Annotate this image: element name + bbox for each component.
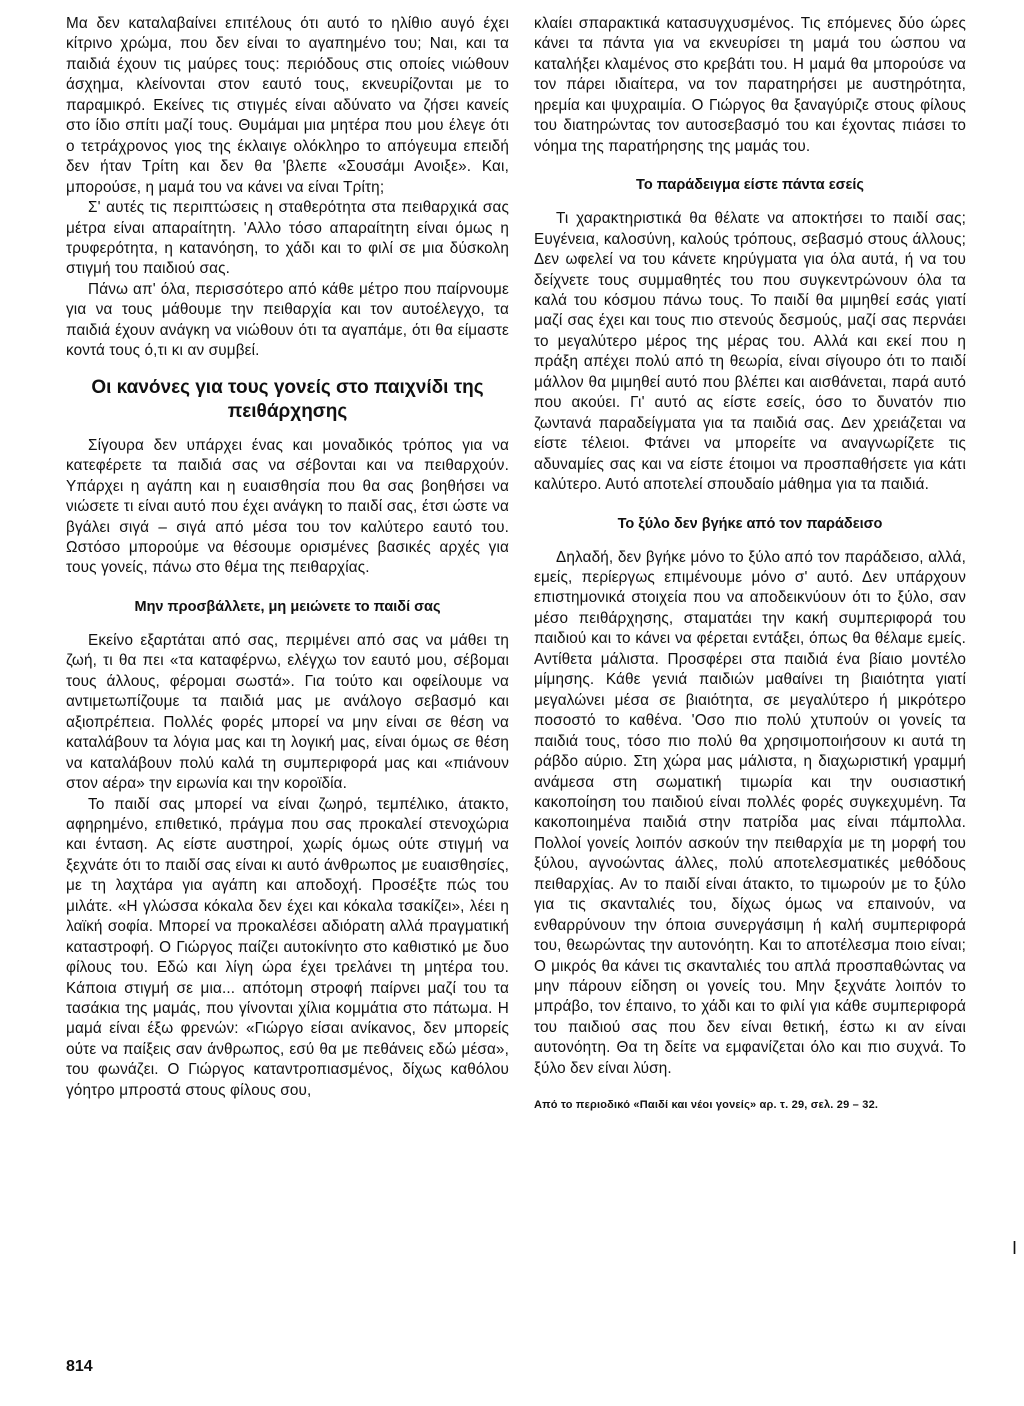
left-column (66, 14, 509, 1101)
subheading-dont-insult: Μην προσβάλλετε, μη μειώνετε το παιδί σας (134, 598, 441, 615)
left-paragraph-1: Μα δεν καταλαβαίνει επιτέλους ότι αυτό το ηλίθιο αυγό έχει κίτρινο χρώμα, που δεν είναι το αγαπημένο του; Ναι, και τα παιδιά έχουν τις μαύρες τους: περιόδους στις οποίες νιώθουν άσχημα, κλείνονται στον εαυτό τους, εκνευρίζονται με το παραμικρό. Εκείνες τις στιγμές είναι αδύνατο να ζήσει κανείς στο ίδιο σπίτι μαζί τους. Θυμάμαι μια μητέρα που μου έλεγε ότι ο τετράχρονος γιος της έκλαιγε ολόκληρο το απόγευμα επειδή δεν ήταν Τρίτη και δεν θα 'βλεπε «Σουσάμι Ανοιξε». Και, μπορούσε, η μαμά του να κάνει να είναι Τρίτη; (66, 15, 509, 196)
right-paragraph-3: Δηλαδή, δεν βγήκε μόνο το ξύλο από τον παράδεισο, αλλά, εμείς, περίεργως επιμένουμε μόνο σ' αυτό. Δεν υπάρχουν επιστημονικά στοιχεία που να αποδεικνύουν ότι το ξύλο, σαν μέσο πειθάρχησης, σταματάει την κακή συμπεριφορά του παιδιού και το κάνει να φέρεται εντάξει, όπως θα θέλαμε εμείς. Αντίθετα μάλιστα. Προσφέρει στα παιδιά ένα βίαιο μοντέλο μίμησης. Κάθε γενιά παιδιών μαθαίνει τη βιαιότητα γιατί μεγαλώνει μέσα σε βιαιότητα, σε μεγαλύτερο ή μικρότερο ποσοστό το καθένα. 'Οσο πιο πολύ χτυπούν οι γονείς τα παιδιά τους, τόσο πιο πολύ θα χρησιμοποιήσουν κι αυτά τη ράβδο αύριο. Στη χώρα μας μάλιστα, η διαχωριστική γραμμή ανάμεσα στη σωματική τιμωρία και την ουσιαστική κακοποίηση του παιδιού είναι πολλές φορές συγκεχυμένη. Τα κακοποιημένα παιδιά στην πατρίδα μας είναι πάμπολλα. Πολλοί γονείς λοιπόν ασκούν την πειθαρχία με τη μορφή του ξύλου, αγνοώντας άλλες, πολύ αποτελεσματικές μεθόδους πειθαρχίας. Αν το παιδί είναι άτακτο, το τιμωρούν με το ξύλο για τις σκανταλιές του, δίχως όμως να επαινούν, να ενθαρρύνουν την όποια συνεργάσιμη ή καλή συμπεριφορά του, θεωρώντας την αυτονόητη. Και το αποτέλεσμα ποιο είναι; Ο μικρός θα κάνει τις σκανταλιές του απλά προσπαθώντας να μην πάρουν είδηση οι γονείς του. Μην ξεχνάτε λοιπόν το μπράβο, τον έπαινο, το χάδι και το φιλί για κάθε συμπεριφορά του παιδιού σας που δεν είναι θετική, έστω κι αν είναι αυτονόητη. Θα τη δείτε να εμφανίζεται όλο και πιο συχνά. Το ξύλο δεν είναι λύση. (534, 548, 966, 1077)
right-paragraph-2: Τι χαρακτηριστικά θα θέλατε να αποκτήσει το παιδί σας; Ευγένεια, καλοσύνη, καλούς τρόπους, σεβασμό στους άλλους; Δεν ωφελεί να του κάνετε κηρύγματα για όλα αυτά, ή να του δείχνετε τους συμμαθητές του που συγκεντρώνουν όλα τα καλά του κόσμου πάνω τους. Το παιδί θα μιμηθεί εσάς γιατί μαζί σας έχει και τους πιο στενούς δεσμούς, μαζί σας περνάει το μεγαλύτερο μέρος της μέρας του. Αλλά και εκεί που η πράξη απέχει πολύ από τη θεωρία, είναι σίγουρο ότι το παιδί μάλλον θα μιμηθεί αυτό που βλέπει και αισθάνεται, παρά αυτό που ακούει. Γι' αυτό ας είστε εσείς, όσο το δυνατόν πιο ζωντανά παραδείγματα για τα παιδιά σας. Δεν χρειάζεται να είστε τέλειοι. Φτάνει να μπορείτε να αναγνωρίζετε τις αδυναμίες σας και να είστε έτοιμοι να προσπαθήσετε για κάτι καλύτερο. Αυτό αποτελεί σπουδαίο μάθημα για τα παιδιά. (534, 210, 966, 494)
left-paragraph-4: Σίγουρα δεν υπάρχει ένας και μοναδικός τρόπος για να κατεφέρετε τα παιδιά σας να σέβονται και να πειθαρχούν. Υπάρχει η αγάπη και η ευαισθησία που θα σας βοηθήσει να νιώσετε τι είναι αυτό που έχει ανάγκη το παιδί σας, έτσι ώστε να βγάλει σιγά – σιγά από μέσα του τον καλύτερο εαυτό του. Ωστόσο μπορούμε να θέσουμε ορισμένες βασικές αρχές για τους γονείς, πάνω στο θέμα της πειθαρχίας. (66, 436, 509, 577)
source-citation: Από το περιοδικό «Παιδί και νέοι γονείς» αρ. τ. 29, σελ. 29 – 32. (534, 1099, 879, 1112)
right-paragraph-1: κλαίει σπαρακτικά κατασυγχυσμένος. Τις επόμενες δύο ώρες κάνει τα πάντα για να εκνευρίσει τη μαμά του ώσπου να καταλήξει κλαμένος στο κρεβάτι του. Η μαμά θα μπορούσε να τον πάρει ιδιαίτερα, να τον παρατηρήσει με αυστηρότητα, ηρεμία και ψυχραιμία. Ο Γιώργος θα ξαναγύριζε στους φίλους του διατηρώντας τον αυτοσεβασμό του και έχοντας πιάσει το νόημα της παρατήρησης της μαμάς του. (534, 15, 966, 155)
left-paragraph-5: Εκείνο εξαρτάται από σας, περιμένει από σας να μάθει τη ζωή, τι θα πει «τα καταφέρνω, ελέγχω τον εαυτό μου, σέβομαι τους άλλους, φέρομαι σωστά». Για τούτο και οφείλουμε να αντιμετωπίζουμε τα παιδιά μας με ανάλογο σεβασμό και αξιοπρέπεια. Πολλές φορές μπορεί να μην είναι σε θέση να καταλάβουν τα λόγια μας και τη λογική μας, είναι όμως σε θέση να καταλάβουν πολύ καλά τη συμπεριφορά μας και «πιάνουν στον αέρα» την ειρωνία και την κοροϊδία. (66, 631, 509, 793)
left-paragraph-2: Σ' αυτές τις περιπτώσεις η σταθερότητα στα πειθαρχικά σας μέτρα είναι απαραίτητη. 'Αλλο τόσο απαραίτητη είναι όμως η τρυφερότητα, η κατανόηση, το χάδι και το φιλί σε μια δύσκολη στιγμή του παιδιού σας. (66, 199, 509, 278)
left-paragraph-3: Πάνω απ' όλα, περισσότερο από κάθε μέτρο που παίρνουμε για να τους μάθουμε την πειθαρχία και τον αυτοέλεγχο, τα παιδιά έχουν ανάγκη να νιώθουν ότι τα αγαπάμε, ότι θα είμαστε κοντά τους ό,τι κι αν συμβεί. (66, 280, 509, 360)
subheading-example: Το παράδειγμα είστε πάντα εσείς (636, 177, 864, 194)
section-heading-rules: Οι κανόνες για τους γονείς στο παιχνίδι της πειθάρχησης (91, 376, 484, 422)
page-number: 814 (66, 1358, 93, 1375)
right-column (534, 14, 966, 1111)
margin-mark: I (1012, 1238, 1018, 1258)
subheading-wood: Το ξύλο δεν βγήκε από τον παράδεισο (617, 515, 883, 532)
left-paragraph-6: Το παιδί σας μπορεί να είναι ζωηρό, τεμπέλικο, άτακτο, αφηρημένο, επιθετικό, πράγμα που σας προκαλεί στενοχώρια και ένταση. Ας είστε αυστηροί, χωρίς όμως ούτε στιγμή να ξεχνάτε ότι το παιδί σας είναι κι αυτό άνθρωπος με ευαισθησίες, με τη λαχτάρα για αγάπη και αποδοχή. Προσέξτε πώς του μιλάτε. «Η γλώσσα κόκαλα δεν έχει και κόκαλα τσακίζει», λέει η λαϊκή σοφία. Μπορεί να προκαλέσει αδιόρατη αλλά πραγματική καταστροφή. Ο Γιώργος παίζει αυτοκίνητο στο καθιστικό με δυο φίλους του. Εδώ και λίγη ώρα έχει τρελάνει τη μητέρα του. Κάποια στιγμή σε μια... απότομη στροφή παίρνει μαζί του τα τασάκια της μαμάς, που γίνονται χίλια κομμάτια στο πάτωμα. Η μαμά είναι έξω φρενών: «Γιώργο είσαι ανίκανος, δεν μπορείς ούτε να παίξεις σαν άνθρωπος, εσύ θα με πεθάνεις εδώ μέσα», του φωνάζει. Ο Γιώργος καταντροπιασμένος, δίχως καθόλου γόητρο μπροστά στους φίλους σου, (66, 795, 509, 1099)
